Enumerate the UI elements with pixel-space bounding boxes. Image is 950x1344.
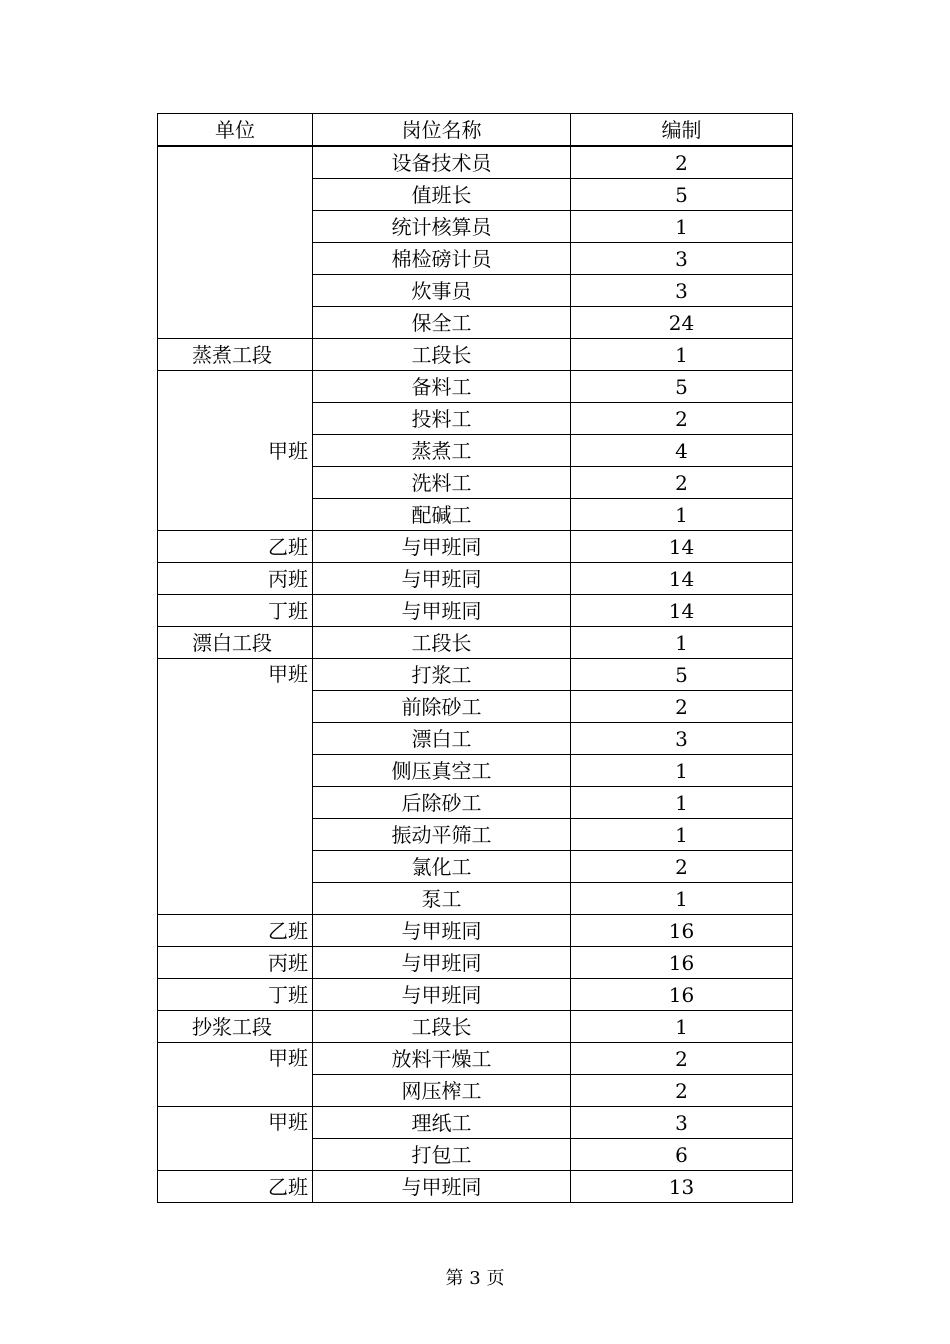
shift-cell: 丁班 [158,595,313,627]
count-cell: 2 [571,851,793,883]
shift-cell: 甲班 [158,1043,313,1107]
section-cell: 蒸煮工段 [158,339,313,371]
table-row [158,915,793,947]
position-cell: 设备技术员 [313,146,571,179]
table-row [158,146,793,179]
table-row [158,1107,793,1139]
table-row [158,531,793,563]
position-cell: 氯化工 [313,851,571,883]
count-cell: 2 [571,467,793,499]
position-cell: 侧压真空工 [313,755,571,787]
position-cell: 工段长 [313,339,571,371]
count-cell: 2 [571,691,793,723]
count-cell: 14 [571,595,793,627]
count-cell: 3 [571,275,793,307]
header-count: 编制 [571,114,793,147]
position-cell: 棉检磅计员 [313,243,571,275]
table-row [158,371,793,403]
count-cell: 2 [571,1075,793,1107]
count-cell: 14 [571,531,793,563]
count-cell: 1 [571,627,793,659]
position-cell: 理纸工 [313,1107,571,1139]
position-cell: 值班长 [313,179,571,211]
count-cell: 2 [571,1043,793,1075]
count-cell: 2 [571,403,793,435]
position-cell: 保全工 [313,307,571,339]
table-header-row [158,114,793,147]
position-cell: 与甲班同 [313,915,571,947]
count-cell: 1 [571,1011,793,1043]
page-number: 第 3 页 [445,1268,505,1289]
table-row [158,595,793,627]
count-cell: 16 [571,979,793,1011]
position-cell: 蒸煮工 [313,435,571,467]
count-cell: 1 [571,787,793,819]
position-cell: 工段长 [313,627,571,659]
count-cell: 1 [571,499,793,531]
count-cell: 1 [571,883,793,915]
position-cell: 网压榨工 [313,1075,571,1107]
count-cell: 5 [571,659,793,691]
count-cell: 13 [571,1171,793,1203]
position-cell: 工段长 [313,1011,571,1043]
shift-cell: 甲班 [158,1107,313,1171]
table-row [158,627,793,659]
position-cell: 与甲班同 [313,563,571,595]
position-cell: 备料工 [313,371,571,403]
count-cell: 3 [571,243,793,275]
shift-cell: 甲班 [158,659,313,915]
shift-cell: 甲班 [158,371,313,531]
position-cell: 放料干燥工 [313,1043,571,1075]
count-cell: 3 [571,723,793,755]
shift-cell: 乙班 [158,531,313,563]
position-cell: 与甲班同 [313,979,571,1011]
count-cell: 1 [571,211,793,243]
count-cell: 3 [571,1107,793,1139]
position-cell: 振动平筛工 [313,819,571,851]
position-cell: 统计核算员 [313,211,571,243]
table-row [158,1043,793,1075]
position-cell: 打浆工 [313,659,571,691]
position-cell: 洗料工 [313,467,571,499]
position-cell: 与甲班同 [313,1171,571,1203]
shift-cell: 乙班 [158,915,313,947]
count-cell: 2 [571,146,793,179]
count-cell: 5 [571,179,793,211]
count-cell: 4 [571,435,793,467]
table-row [158,659,793,691]
position-cell: 与甲班同 [313,947,571,979]
shift-cell: 丁班 [158,979,313,1011]
position-cell: 前除砂工 [313,691,571,723]
position-cell: 炊事员 [313,275,571,307]
table-row [158,339,793,371]
shift-cell: 丙班 [158,563,313,595]
staffing-table [157,113,793,1203]
table-row [158,1011,793,1043]
position-cell: 后除砂工 [313,787,571,819]
position-cell: 与甲班同 [313,595,571,627]
table-row [158,947,793,979]
section-cell: 漂白工段 [158,627,313,659]
table-row [158,1171,793,1203]
count-cell: 1 [571,819,793,851]
count-cell: 1 [571,755,793,787]
shift-cell: 丙班 [158,947,313,979]
position-cell: 投料工 [313,403,571,435]
count-cell: 1 [571,339,793,371]
count-cell: 5 [571,371,793,403]
count-cell: 24 [571,307,793,339]
shift-cell: 乙班 [158,1171,313,1203]
count-cell: 16 [571,915,793,947]
count-cell: 6 [571,1139,793,1171]
header-position: 岗位名称 [313,114,571,147]
position-cell: 配碱工 [313,499,571,531]
position-cell: 与甲班同 [313,531,571,563]
unit-cell [158,146,313,339]
section-cell: 抄浆工段 [158,1011,313,1043]
position-cell: 打包工 [313,1139,571,1171]
table-row [158,563,793,595]
header-unit: 单位 [158,114,313,147]
table-row [158,979,793,1011]
count-cell: 14 [571,563,793,595]
count-cell: 16 [571,947,793,979]
position-cell: 漂白工 [313,723,571,755]
position-cell: 泵工 [313,883,571,915]
